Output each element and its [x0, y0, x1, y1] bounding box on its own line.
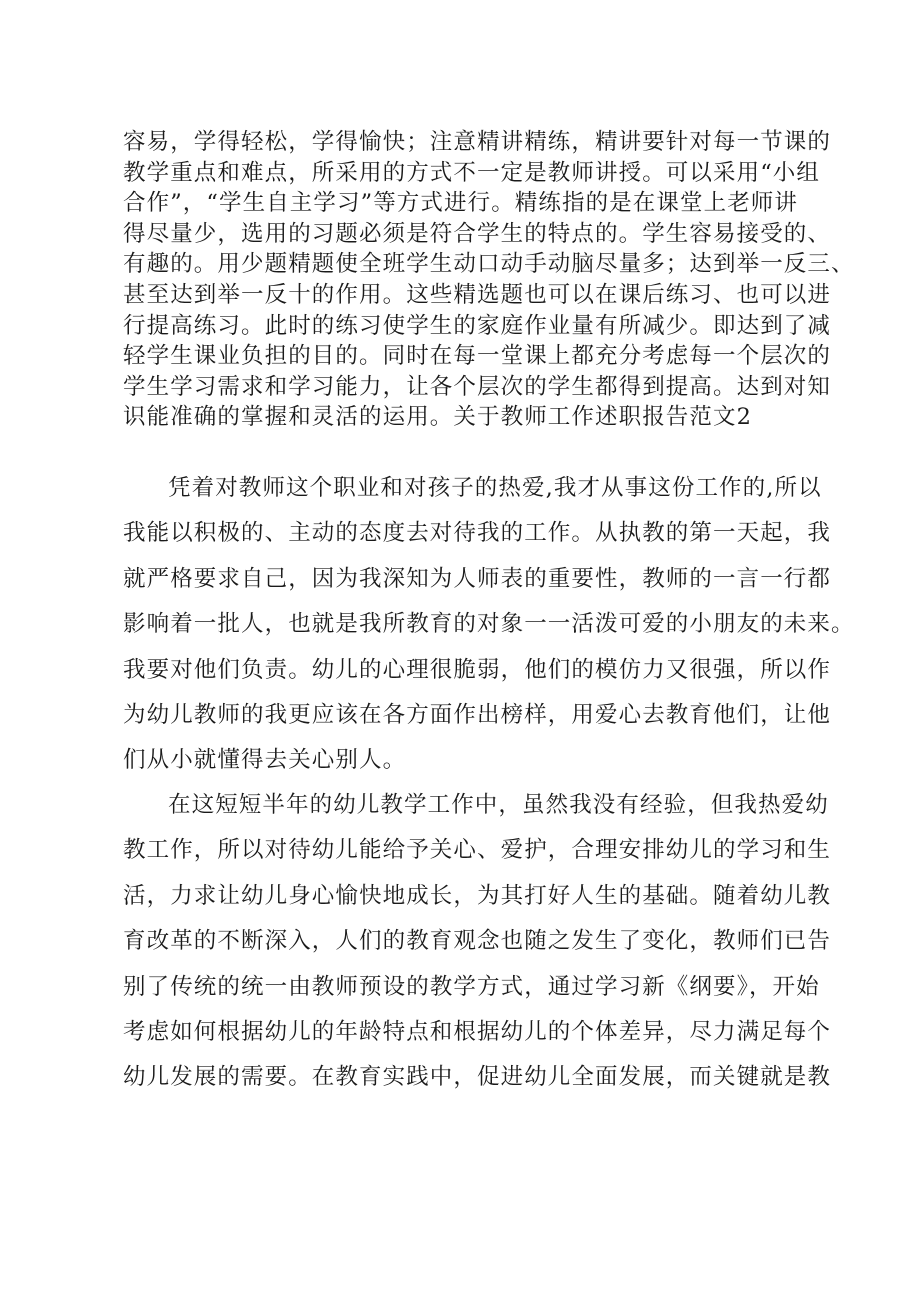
- text-line: 我能以积极的、主动的态度去对待我的工作。从执教的第一天起，我: [123, 520, 832, 547]
- text-line: 甚至达到举一反十的作用。这些精选题也可以在课后练习、也可以进: [123, 281, 832, 308]
- text-line: 凭着对教师这个职业和对孩子的热爱,我才从事这份工作的,所以: [168, 475, 822, 501]
- text-line: 为幼儿教师的我更应该在各方面作出榜样，用爱心去教育他们，让他: [123, 701, 832, 728]
- paragraph-3: [123, 783, 832, 1101]
- text-line: 合作”，“学生自主学习”等方式进行。精练指的是在课堂上老师讲: [123, 190, 799, 217]
- text-line: 有趣的。用少题精题使全班学生动口动手动脑尽量多；达到举一反三、: [123, 251, 855, 278]
- text-line: 就严格要求自己，因为我深知为人师表的重要性，教师的一言一行都: [123, 565, 832, 592]
- text-line: 们从小就懂得去关心别人。: [123, 747, 407, 774]
- text-line: 得尽量少，选用的习题必须是符合学生的特点的。学生容易接受的、: [123, 220, 832, 247]
- text-line: 在这短短半年的幼儿教学工作中，虽然我没有经验，但我热爱幼: [168, 792, 829, 818]
- text-line: 教学重点和难点，所采用的方式不一定是教师讲授。可以采用“小组: [123, 159, 821, 186]
- text-line: 幼儿发展的需要。在教育实践中，促进幼儿全面发展，而关键就是教: [123, 1064, 832, 1091]
- text-line: 别了传统的统一由教师预设的教学方式，通过学习新《纲要》，开始: [123, 973, 820, 1000]
- text-line: 学生学习需求和学习能力，让各个层次的学生都得到提高。达到对知: [123, 373, 832, 400]
- text-line: 考虑如何根据幼儿的年龄特点和根据幼儿的个体差异，尽力满足每个: [123, 1018, 832, 1045]
- text-line: 我要对他们负责。幼儿的心理很脆弱，他们的模仿力又很强，所以作: [123, 656, 832, 683]
- text-line: 教工作，所以对待幼儿能给予关心、爱护，合理安排幼儿的学习和生: [123, 837, 832, 864]
- text-line: 活，力求让幼儿身心愉快地成长，为其打好人生的基础。随着幼儿教: [123, 882, 832, 909]
- text-line: 识能准确的掌握和灵活的运用。关于教师工作述职报告范文2: [123, 404, 753, 431]
- text-line: 容易，学得轻松，学得愉快；注意精讲精练，精讲要针对每一节课的: [123, 129, 832, 155]
- text-line: 育改革的不断深入，人们的教育观念也随之发生了变化，教师们已告: [123, 928, 832, 955]
- text-line: 轻学生课业负担的目的。同时在每一堂课上都充分考虑每一个层次的: [123, 343, 832, 370]
- paragraph-2: [123, 466, 855, 784]
- text-line: 影响着一批人，也就是我所教育的对象一一活泼可爱的小朋友的未来。: [123, 611, 855, 638]
- text-line: 行提高练习。此时的练习使学生的家庭作业量有所减少。即达到了减: [123, 312, 832, 339]
- paragraph-1: [123, 127, 855, 433]
